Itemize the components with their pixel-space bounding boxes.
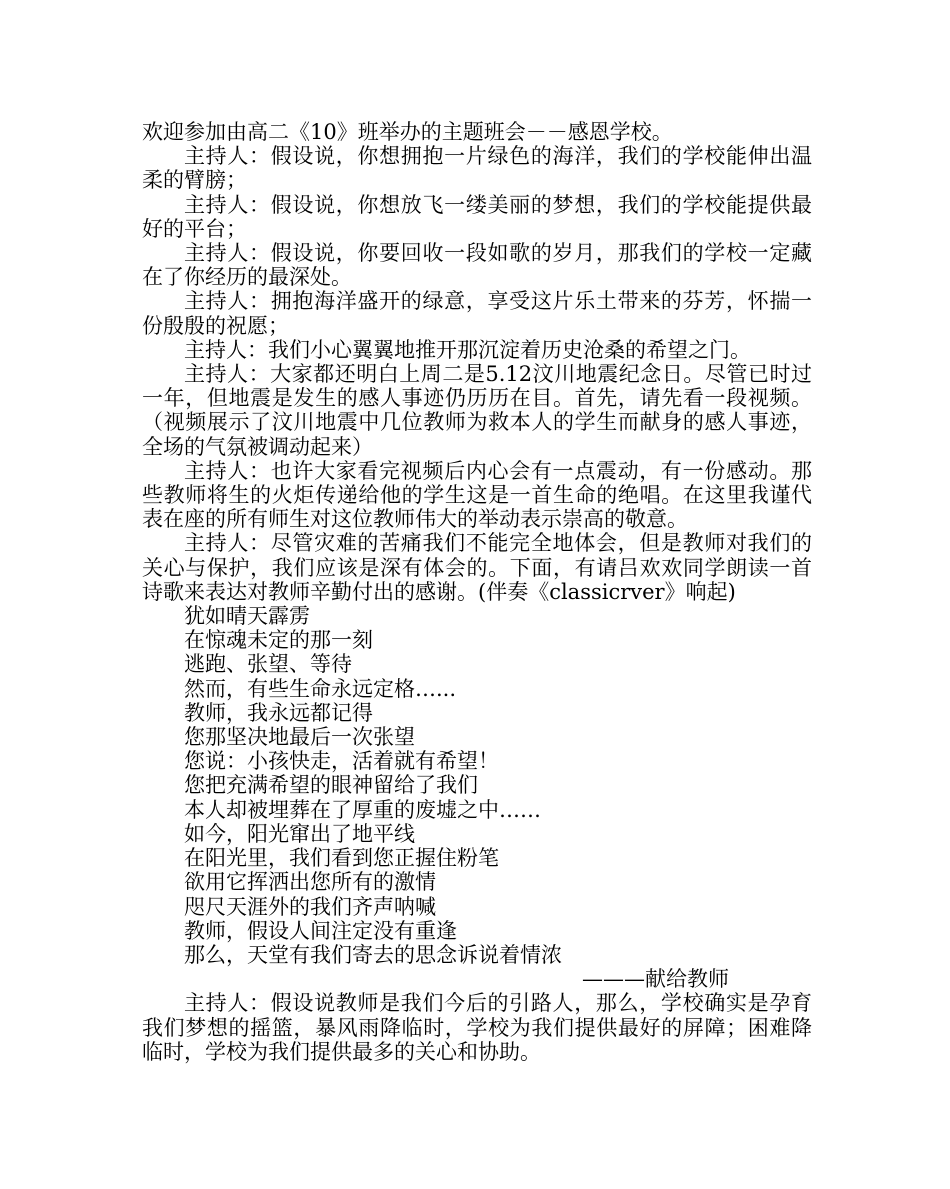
poem-line: 教师，我永远都记得 [184,700,373,725]
poem-line: 欲用它挥洒出您所有的激情 [184,870,436,895]
poem-line: 您把充满希望的眼神留给了我们 [184,773,478,798]
poem-line: 犹如晴天霹雳 [184,604,310,629]
poem-line: 在阳光里，我们看到您正握住粉笔 [184,846,499,871]
host-paragraph-2: 主持人：假设说，你想放飞一缕美丽的梦想，我们的学校能提供最好的平台； [142,192,812,241]
host-paragraph-3: 主持人：假设说，你要回收一段如歌的岁月，那我们的学校一定藏在了你经历的最深处。 [142,241,812,290]
poem-line: 您说：小孩快走，活着就有希望！ [184,749,499,774]
host-paragraph-7: 主持人：也许大家看完视频后内心会有一点震动，有一份感动。那些教师将生的火炬传递给他的学生这是一首生命的绝唱。在这里我谨代表在座的所有师生对这位教师伟大的举动表示崇高的敬意。 [142,458,812,532]
poem [142,604,812,967]
poem-line: 本人却被埋葬在了厚重的废墟之中…… [184,797,541,822]
host-paragraph-6: 主持人：大家都还明白上周二是5.12汶川地震纪念日。尽管已时过一年，但地震是发生的感人事迹仍历历在目。首先，请先看一段视频。（视频展示了汶川地震中几位教师为救本人的学生而献身的感人事迹，全场的气氛被调动起来） [142,362,812,459]
host-paragraph-4: 主持人：拥抱海洋盛开的绿意，享受这片乐土带来的芬芳，怀揣一份殷殷的祝愿； [142,289,812,338]
closing-paragraph: 主持人：假设说教师是我们今后的引路人，那么，学校确实是孕育我们梦想的摇篮，暴风雨降临时，学校为我们提供最好的屏障；困难降临时，学校为我们提供最多的关心和协助。 [142,991,812,1064]
poem-line: 您那坚决地最后一次张望 [184,725,415,750]
poem-line: 然而，有些生命永远定格…... [184,676,457,701]
poem-line: 如今，阳光窜出了地平线 [184,821,415,846]
host-paragraph-1: 主持人：假设说，你想拥抱一片绿色的海洋，我们的学校能伸出温柔的臂膀； [142,144,812,193]
poem-line: 逃跑、张望、等待 [184,652,352,677]
poem-line: 那么，天堂有我们寄去的思念诉说着情浓 [184,942,562,967]
poem-line: 在惊魂未定的那一刻 [184,628,373,653]
intro-paragraph: 欢迎参加由高二《10》班举办的主题班会－－感恩学校。 [142,120,673,144]
poem-dedication: ———献给教师 [582,967,729,992]
host-paragraph-5: 主持人：我们小心翼翼地推开那沉淀着历史沧桑的希望之门。 [184,337,751,362]
host-paragraph-8: 主持人：尽管灾难的苦痛我们不能完全地体会，但是教师对我们的关心与保护，我们应该是深有体会的。下面，有请吕欢欢同学朗读一首诗歌来表达对教师辛勤付出的感谢。(伴奏《classicrver》响起) [142,531,812,604]
poem-line: 咫尺天涯外的我们齐声呐喊 [184,894,436,919]
poem-line: 教师，假设人间注定没有重逢 [184,918,457,943]
document-body [142,120,812,1064]
